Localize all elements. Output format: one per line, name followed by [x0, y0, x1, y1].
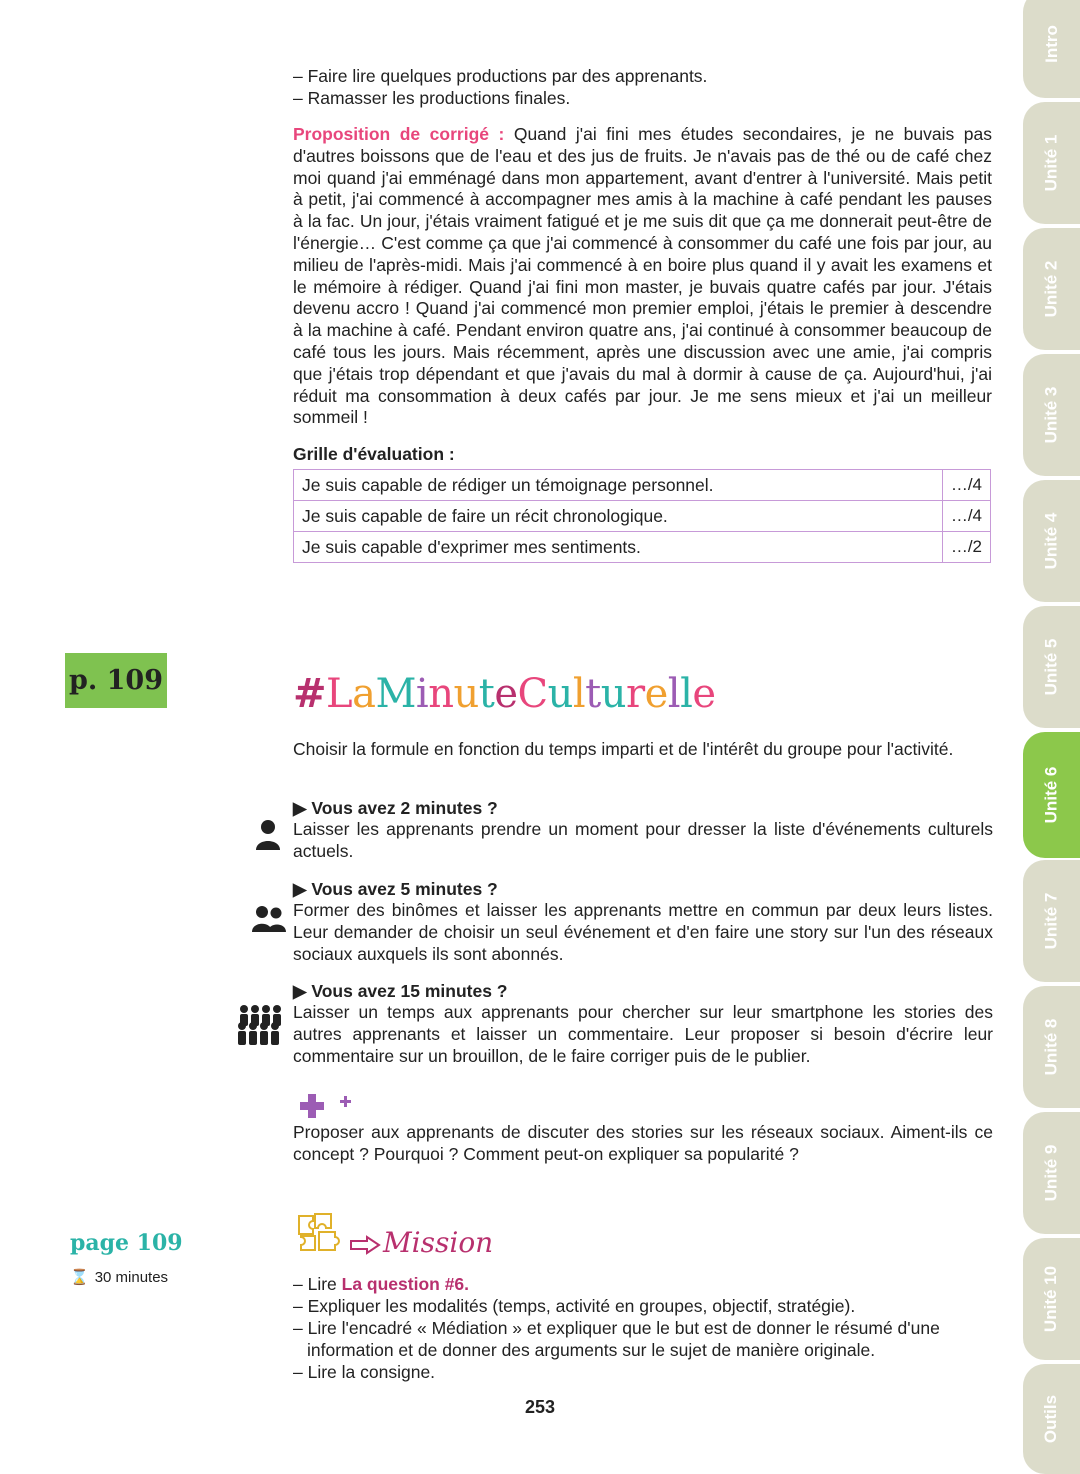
grille-label: Je suis capable d'exprimer mes sentiments. — [294, 532, 943, 563]
table-row — [294, 532, 991, 563]
title-letter: M — [375, 671, 416, 717]
title-letter: t — [478, 671, 495, 717]
top-instructions — [293, 65, 993, 109]
option-15-minutes — [293, 980, 993, 1067]
option-text: Laisser un temps aux apprenants pour chercher sur leur smartphone les stories des autres apprenants et laisser un commentaire. Leur proposer si besoin d'écrire leur commentaire sur un brouillon, de le faire corriger puis de le publier. — [293, 1002, 993, 1066]
list-item: information et de donner des arguments sur le sujet de manière originale. — [307, 1340, 876, 1360]
tab-unite-7[interactable]: Unité 7 — [1023, 860, 1080, 982]
list-item: – Expliquer les modalités (temps, activité en groupes, objectif, stratégie). — [293, 1296, 856, 1316]
tab-outils[interactable]: Outils — [1023, 1364, 1080, 1474]
page-badge: p. 109 — [65, 653, 167, 708]
mission-question-link[interactable]: La question #6. — [341, 1274, 470, 1294]
option-title: Vous avez 2 minutes ? — [311, 798, 498, 818]
culturelle-intro: Choisir la formule en fonction du temps imparti et de l'intérêt du groupe pour l'activité. — [293, 739, 954, 759]
instruction-line: – Faire lire quelques productions par des apprenants. — [293, 66, 708, 86]
tab-unite-2[interactable]: Unité 2 — [1023, 228, 1080, 350]
culturelle-title — [293, 670, 716, 717]
title-letter: C — [517, 671, 548, 717]
tab-unite-6[interactable]: Unité 6 — [1023, 732, 1080, 858]
triangle-icon: ▶ — [293, 879, 307, 899]
title-letter: e — [494, 671, 518, 717]
option-title: Vous avez 15 minutes ? — [311, 981, 508, 1001]
grille-score: …/4 — [942, 470, 990, 501]
triangle-icon: ▶ — [293, 981, 307, 1001]
tab-unite-5[interactable]: Unité 5 — [1023, 606, 1080, 728]
list-item: – Lire La question #6. — [293, 1274, 470, 1294]
option-5-minutes — [293, 878, 993, 965]
title-letter: l — [667, 671, 681, 717]
option-text: Laisser les apprenants prendre un moment pour dresser la liste d'événements culturels actuels. — [293, 819, 993, 861]
option-title: Vous avez 5 minutes ? — [311, 879, 498, 899]
grille-score: …/4 — [942, 501, 990, 532]
title-letter: # — [293, 670, 327, 717]
title-letter: t — [585, 671, 601, 717]
tab-unite-3[interactable]: Unité 3 — [1023, 354, 1080, 476]
grille-label: Je suis capable de rédiger un témoignage personnel. — [294, 470, 943, 501]
instruction-line: – Ramasser les productions finales. — [293, 88, 571, 108]
tab-unite-10[interactable]: Unité 10 — [1023, 1238, 1080, 1360]
puzzle-icon — [293, 1210, 347, 1261]
title-letter: n — [428, 671, 454, 717]
title-letter: e — [692, 671, 716, 717]
tab-unite-1[interactable]: Unité 1 — [1023, 102, 1080, 224]
plus-icon — [299, 1092, 359, 1125]
plus-text: Proposer aux apprenants de discuter des stories sur les réseaux sociaux. Aiment-ils ce concept ? Pourquoi ? Comment peut-on expliquer sa popularité ? — [293, 1122, 993, 1164]
tab-intro[interactable]: Intro — [1023, 0, 1080, 98]
grille-score: …/2 — [942, 532, 990, 563]
title-letter: a — [352, 671, 376, 717]
list-item: – Lire la consigne. — [293, 1362, 436, 1382]
title-letter: u — [600, 671, 626, 717]
option-text: Former des binômes et laisser les apprenants mettre en commun par deux leurs listes. Leur demander de choisir un seul événement et d'en faire une story sur l'un des réseaux sociaux auxquels ils sont abonnés. — [293, 900, 993, 964]
page-number: 253 — [524, 1397, 556, 1417]
arrow-hand-icon — [349, 1235, 381, 1260]
mission-title: Mission — [383, 1226, 494, 1259]
title-letter: r — [626, 671, 645, 717]
triangle-icon: ▶ — [293, 798, 307, 818]
tab-unite-8[interactable]: Unité 8 — [1023, 986, 1080, 1108]
grille-table — [293, 469, 991, 563]
title-letter: u — [547, 671, 573, 717]
mission-page-ref: page 109 — [70, 1230, 183, 1256]
list-item: – Lire l'encadré « Médiation » et expliquer que le but est de donner le résumé d'une — [293, 1318, 940, 1338]
single-person-icon — [254, 818, 282, 857]
corrige-paragraph — [293, 124, 992, 429]
group-people-icon — [236, 1004, 284, 1051]
title-letter: l — [680, 671, 693, 717]
title-letter: e — [644, 671, 668, 717]
title-letter: L — [326, 671, 353, 717]
title-letter: l — [572, 671, 586, 717]
table-row — [294, 470, 991, 501]
grille-title: Grille d'évaluation : — [293, 444, 455, 464]
corrige-label: Proposition de corrigé : — [293, 124, 505, 144]
grille-label: Je suis capable de faire un récit chronologique. — [294, 501, 943, 532]
option-2-minutes — [293, 797, 993, 863]
title-letter: u — [453, 671, 479, 717]
mission-duration: ⌛ 30 minutes — [70, 1268, 169, 1286]
corrige-text: Quand j'ai fini mes études secondaires, je ne buvais pas d'autres boissons que de l'eau et des jus de fruits. Je n'avais pas de thé ou de café chez moi quand j'ai emménagé dans mon appartement, avant d'entrer à l'université. Mais petit à petit, j'ai commencé à accompagner mes amis à la machine à café pendant les pauses à la fac. Un jour, j'étais vraiment fatigué et je me suis dit que ça me donnerait peut-être de l'énergie… C'est comme ça que j'ai commencé à consommer du café une fois par jour, au milieu de l'après-midi. Mais j'ai commencé à en boire plus quand il y avait les examens et le mémoire à rédiger. Quand j'ai fini mon master, je buvais quatre cafés par jour. J'étais devenu accro ! Quand j'ai commencé mon premier emploi, j'étais le premier à descendre à la machine à café. Pendant environ quatre ans, j'ai continué à consommer beaucoup de café tous les jours. Mais récemment, après une discussion avec une amie, j'ai compris que j'étais trop dépendant et que j'avais du mal à dormir à cause de ça. Aujourd'hui, j'ai réduit ma consommation à deux cafés par jour. Je me sens mieux et j'ai un meilleur sommeil ! — [293, 124, 992, 428]
tab-unite-4[interactable]: Unité 4 — [1023, 480, 1080, 602]
table-row — [294, 501, 991, 532]
mission-list — [293, 1273, 1003, 1383]
hourglass-icon: ⌛ — [70, 1269, 89, 1286]
tab-unite-9[interactable]: Unité 9 — [1023, 1112, 1080, 1234]
title-letter: i — [415, 671, 429, 717]
pair-people-icon — [251, 904, 287, 939]
